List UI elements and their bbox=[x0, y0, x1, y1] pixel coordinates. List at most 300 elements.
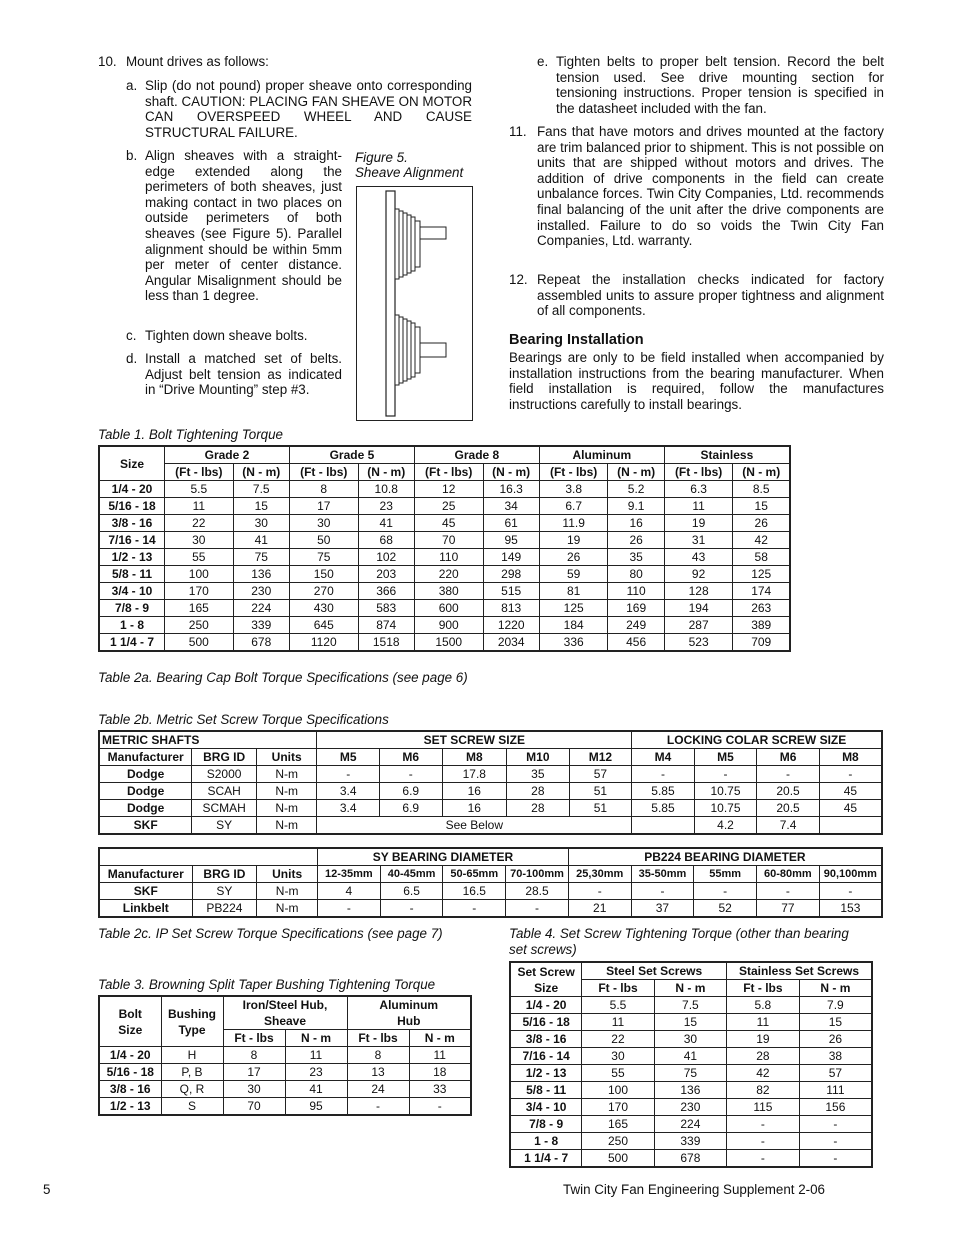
bolt-size-cell: 1 - 8 bbox=[99, 617, 165, 634]
t4-size-line2: Size bbox=[534, 980, 559, 995]
t3-sub: Ft - lbs bbox=[223, 1030, 285, 1047]
step-a-text: Slip (do not pound) proper sheave onto corresponding shaft. CAUTION: PLACING FAN SHEAVE ON MOTOR CAN OVERSPEED WHEEL AND CAUSE STRUCTURAL FAILURE. bbox=[145, 78, 472, 140]
table1-unit-header: (Ft - lbs) bbox=[414, 464, 483, 481]
metric-set-screw-table bbox=[98, 730, 883, 835]
sy-diameter-col-header: 12-35mm bbox=[317, 866, 380, 883]
torque-cell: 68 bbox=[358, 532, 414, 549]
t4-sub: N - m bbox=[654, 980, 726, 997]
torque-cell: 366 bbox=[358, 583, 414, 600]
torque-cell: 11 bbox=[285, 1047, 347, 1064]
pb-diameter-col-header: 35-50mm bbox=[631, 866, 694, 883]
torque-cell: 500 bbox=[582, 1150, 654, 1168]
table-row bbox=[99, 481, 790, 498]
torque-cell: 678 bbox=[233, 634, 289, 652]
units-cell: N-m bbox=[257, 900, 318, 918]
torque-cell: 34 bbox=[483, 498, 539, 515]
torque-cell: 43 bbox=[664, 549, 733, 566]
torque-cell: 30 bbox=[165, 532, 234, 549]
torque-cell: 156 bbox=[799, 1099, 872, 1116]
torque-cell: 59 bbox=[539, 566, 608, 583]
table1-group-header: Grade 2 bbox=[165, 446, 290, 464]
torque-cell: - bbox=[380, 900, 443, 918]
upper-sheave bbox=[395, 209, 446, 279]
bolt-header-line1: Bolt bbox=[118, 1006, 142, 1021]
torque-cell: 430 bbox=[289, 600, 358, 617]
torque-cell: 136 bbox=[654, 1082, 726, 1099]
screw-size-cell: 7/8 - 9 bbox=[510, 1116, 582, 1133]
table-row bbox=[99, 515, 790, 532]
torque-cell: 645 bbox=[289, 617, 358, 634]
torque-cell: 8 bbox=[289, 481, 358, 498]
torque-cell: 7.4 bbox=[757, 817, 820, 835]
step-d-text: Install a matched set of belts. Adjust belt tension as indicated in “Drive Mounting” step #3. bbox=[145, 351, 342, 398]
units-cell: N-m bbox=[256, 817, 317, 835]
torque-cell: 6.9 bbox=[379, 783, 442, 800]
torque-cell: 174 bbox=[733, 583, 790, 600]
screw-size-cell: 3/8 - 16 bbox=[510, 1031, 582, 1048]
set-screw-col-header: M10 bbox=[507, 749, 570, 766]
torque-cell: 11 bbox=[165, 498, 234, 515]
torque-cell: 20.5 bbox=[757, 800, 820, 817]
bearing-diameter-table bbox=[98, 847, 883, 918]
bolt-size-cell: 5/16 - 18 bbox=[99, 1064, 161, 1081]
torque-cell: - bbox=[819, 883, 882, 900]
torque-cell: 22 bbox=[165, 515, 234, 532]
torque-cell: 170 bbox=[582, 1099, 654, 1116]
table-row bbox=[510, 1150, 872, 1168]
torque-cell: 125 bbox=[539, 600, 608, 617]
table1-unit-header: (N - m) bbox=[733, 464, 790, 481]
table-row bbox=[99, 532, 790, 549]
table1-unit-header: (N - m) bbox=[608, 464, 664, 481]
torque-cell: 28 bbox=[507, 783, 570, 800]
table-row bbox=[99, 1098, 471, 1116]
torque-cell: - bbox=[727, 1133, 800, 1150]
table1-unit-header: (N - m) bbox=[358, 464, 414, 481]
torque-cell: 220 bbox=[414, 566, 483, 583]
torque-cell: 51 bbox=[569, 800, 632, 817]
torque-cell: 874 bbox=[358, 617, 414, 634]
bearing-installation-heading: Bearing Installation bbox=[509, 332, 644, 348]
torque-cell: 153 bbox=[819, 900, 882, 918]
torque-cell: 41 bbox=[285, 1081, 347, 1098]
sheave-alignment-figure bbox=[356, 186, 473, 421]
torque-cell: 26 bbox=[539, 549, 608, 566]
torque-cell: 95 bbox=[483, 532, 539, 549]
t3-sub: N - m bbox=[285, 1030, 347, 1047]
table1-group-header: Aluminum bbox=[539, 446, 664, 464]
table1-unit-header: (Ft - lbs) bbox=[664, 464, 733, 481]
screw-size-cell: 1 - 8 bbox=[510, 1133, 582, 1150]
torque-cell: 16.3 bbox=[483, 481, 539, 498]
t4-size-line1: Set Screw bbox=[517, 964, 575, 979]
torque-cell: 9.1 bbox=[608, 498, 664, 515]
torque-cell: 61 bbox=[483, 515, 539, 532]
torque-cell: - bbox=[799, 1116, 872, 1133]
table-row bbox=[510, 1014, 872, 1031]
torque-cell: 12 bbox=[414, 481, 483, 498]
pb-diameter-col-header: 55mm bbox=[694, 866, 757, 883]
bolt-size-cell: 1/2 - 13 bbox=[99, 1098, 161, 1116]
bolt-size-cell: 3/4 - 10 bbox=[99, 583, 165, 600]
step-a-label: a. bbox=[126, 78, 138, 93]
torque-cell: 50 bbox=[289, 532, 358, 549]
table-row bbox=[510, 1099, 872, 1116]
torque-cell: 30 bbox=[223, 1081, 285, 1098]
see-below-cell: See Below bbox=[317, 817, 632, 835]
page-number: 5 bbox=[43, 1182, 51, 1197]
table-row bbox=[99, 783, 882, 800]
torque-cell: 263 bbox=[733, 600, 790, 617]
torque-cell: 26 bbox=[733, 515, 790, 532]
set-screw-col-header: M12 bbox=[569, 749, 632, 766]
torque-cell: - bbox=[757, 766, 820, 783]
torque-cell: 45 bbox=[414, 515, 483, 532]
torque-cell: - bbox=[819, 766, 882, 783]
stainless-set-screws-header: Stainless Set Screws bbox=[727, 962, 872, 980]
manufacturer-cell: Dodge bbox=[99, 783, 192, 800]
table-row bbox=[99, 1064, 471, 1081]
torque-cell: 270 bbox=[289, 583, 358, 600]
set-screw-col-header: M5 bbox=[317, 749, 380, 766]
torque-cell: 35 bbox=[608, 549, 664, 566]
lock-screw-col-header: M5 bbox=[694, 749, 757, 766]
bushing-header-line1: Bushing bbox=[168, 1006, 216, 1021]
torque-cell: 26 bbox=[799, 1031, 872, 1048]
table-row bbox=[99, 883, 882, 900]
torque-cell: 339 bbox=[233, 617, 289, 634]
torque-cell: 45 bbox=[819, 783, 882, 800]
table-row bbox=[99, 549, 790, 566]
torque-cell: 230 bbox=[654, 1099, 726, 1116]
bolt-size-cell: 1/4 - 20 bbox=[99, 1047, 161, 1064]
torque-cell: 28.5 bbox=[506, 883, 569, 900]
torque-cell: 16.5 bbox=[443, 883, 506, 900]
torque-cell: 28 bbox=[507, 800, 570, 817]
bearing-installation-text: Bearings are only to be field installed when accompanied by installation instructions from the bearing manufacturer. When field installation is required, follow the manufactures instructions carefully to install bearings. bbox=[509, 350, 884, 412]
torque-cell: - bbox=[727, 1150, 800, 1168]
bolt-size-cell: 5/8 - 11 bbox=[99, 566, 165, 583]
torque-cell: 128 bbox=[664, 583, 733, 600]
torque-cell: 16 bbox=[608, 515, 664, 532]
torque-cell: - bbox=[317, 766, 380, 783]
torque-cell: 6.5 bbox=[380, 883, 443, 900]
table-row bbox=[510, 1133, 872, 1150]
torque-cell: 389 bbox=[733, 617, 790, 634]
table-row bbox=[99, 617, 790, 634]
torque-cell: 250 bbox=[165, 617, 234, 634]
torque-cell: 5.8 bbox=[727, 997, 800, 1014]
torque-cell: 22 bbox=[582, 1031, 654, 1048]
torque-cell: 19 bbox=[664, 515, 733, 532]
item-11-number: 11. bbox=[509, 124, 527, 139]
torque-cell: 15 bbox=[799, 1014, 872, 1031]
torque-cell bbox=[819, 817, 882, 835]
units-cell: N-m bbox=[257, 883, 318, 900]
torque-cell: 336 bbox=[539, 634, 608, 652]
t3-sub: N - m bbox=[409, 1030, 471, 1047]
torque-cell: 21 bbox=[568, 900, 631, 918]
bolt-size-header bbox=[99, 996, 161, 1047]
torque-cell: 4.2 bbox=[694, 817, 757, 835]
t4-sub: N - m bbox=[799, 980, 872, 997]
table-row bbox=[99, 566, 790, 583]
torque-cell: 500 bbox=[165, 634, 234, 652]
table-row bbox=[510, 1048, 872, 1065]
manufacturer-header: Manufacturer bbox=[99, 866, 192, 883]
table-row bbox=[99, 498, 790, 515]
torque-cell: 298 bbox=[483, 566, 539, 583]
torque-cell: 678 bbox=[654, 1150, 726, 1168]
torque-cell: 7.9 bbox=[799, 997, 872, 1014]
screw-size-cell: 1/4 - 20 bbox=[510, 997, 582, 1014]
brg-id-header: BRG ID bbox=[192, 749, 257, 766]
table1-unit-header: (Ft - lbs) bbox=[165, 464, 234, 481]
footer-title: Twin City Fan Engineering Supplement 2-06 bbox=[563, 1182, 826, 1197]
torque-cell: 19 bbox=[727, 1031, 800, 1048]
step-c-label: c. bbox=[126, 328, 137, 343]
torque-cell: 125 bbox=[733, 566, 790, 583]
bushing-torque-table bbox=[98, 995, 472, 1116]
torque-cell: 37 bbox=[631, 900, 694, 918]
torque-cell: 31 bbox=[664, 532, 733, 549]
brg-id-cell: SY bbox=[192, 883, 257, 900]
bolt-header-line2: Size bbox=[118, 1022, 143, 1037]
table4-caption-line1: Table 4. Set Screw Tightening Torque (other than bearing bbox=[509, 926, 849, 941]
screw-size-cell: 5/8 - 11 bbox=[510, 1082, 582, 1099]
torque-cell: 165 bbox=[582, 1116, 654, 1133]
units-cell: N-m bbox=[256, 766, 317, 783]
brg-id-cell: S2000 bbox=[192, 766, 257, 783]
torque-cell: 75 bbox=[654, 1065, 726, 1082]
torque-cell: 100 bbox=[165, 566, 234, 583]
torque-cell: 33 bbox=[409, 1081, 471, 1098]
table-row bbox=[99, 1047, 471, 1064]
table-row bbox=[510, 1082, 872, 1099]
torque-cell: 165 bbox=[165, 600, 234, 617]
lock-screw-col-header: M8 bbox=[819, 749, 882, 766]
t3-sub: Ft - lbs bbox=[347, 1030, 409, 1047]
pb-diameter-col-header: 90,100mm bbox=[819, 866, 882, 883]
torque-cell: 380 bbox=[414, 583, 483, 600]
bolt-tightening-torque-table bbox=[98, 445, 791, 652]
table-row bbox=[99, 600, 790, 617]
torque-cell: 110 bbox=[414, 549, 483, 566]
set-screw-col-header: M6 bbox=[379, 749, 442, 766]
torque-cell: 456 bbox=[608, 634, 664, 652]
table1-group-header: Grade 5 bbox=[289, 446, 414, 464]
set-screw-col-header: M8 bbox=[442, 749, 507, 766]
table-row bbox=[99, 634, 790, 652]
bolt-size-cell: 3/8 - 16 bbox=[99, 515, 165, 532]
torque-cell: 136 bbox=[233, 566, 289, 583]
torque-cell: 20.5 bbox=[757, 783, 820, 800]
torque-cell: 115 bbox=[727, 1099, 800, 1116]
metric-shafts-header: METRIC SHAFTS bbox=[99, 731, 317, 749]
upper-shaft bbox=[420, 227, 446, 239]
torque-cell: - bbox=[347, 1098, 409, 1116]
torque-cell: - bbox=[727, 1116, 800, 1133]
units-cell: N-m bbox=[256, 800, 317, 817]
step-b-label: b. bbox=[126, 148, 138, 163]
item-12-text: Repeat the installation checks indicated for factory assembled units to assure proper tightness and alignment of all components. bbox=[537, 272, 884, 319]
torque-cell: 18 bbox=[409, 1064, 471, 1081]
torque-cell: 11 bbox=[664, 498, 733, 515]
bolt-size-cell: 5/16 - 18 bbox=[99, 498, 165, 515]
torque-cell: 5.5 bbox=[582, 997, 654, 1014]
table-row bbox=[510, 1116, 872, 1133]
torque-cell: - bbox=[409, 1098, 471, 1116]
set-screw-size-header: SET SCREW SIZE bbox=[317, 731, 632, 749]
torque-cell: 3.8 bbox=[539, 481, 608, 498]
locking-colar-header: LOCKING COLAR SCREW SIZE bbox=[632, 731, 882, 749]
torque-cell: 339 bbox=[654, 1133, 726, 1150]
torque-cell: 5.2 bbox=[608, 481, 664, 498]
torque-cell: 102 bbox=[358, 549, 414, 566]
table-row bbox=[510, 1031, 872, 1048]
torque-cell: 55 bbox=[165, 549, 234, 566]
table-row bbox=[99, 800, 882, 817]
torque-cell: 95 bbox=[285, 1098, 347, 1116]
bolt-size-cell: 1/4 - 20 bbox=[99, 481, 165, 498]
torque-cell: 230 bbox=[233, 583, 289, 600]
bolt-size-cell: 1 1/4 - 7 bbox=[99, 634, 165, 652]
sy-diameter-col-header: 40-45mm bbox=[380, 866, 443, 883]
torque-cell: 100 bbox=[582, 1082, 654, 1099]
screw-size-cell: 5/16 - 18 bbox=[510, 1014, 582, 1031]
torque-cell: 1518 bbox=[358, 634, 414, 652]
table1-group-header: Stainless bbox=[664, 446, 790, 464]
manufacturer-cell: Linkbelt bbox=[99, 900, 192, 918]
bushing-header-line2: Type bbox=[178, 1022, 206, 1037]
table1-size-header: Size bbox=[99, 446, 165, 481]
table1-caption: Table 1. Bolt Tightening Torque bbox=[98, 427, 284, 442]
torque-cell: 149 bbox=[483, 549, 539, 566]
torque-cell: 4 bbox=[317, 883, 380, 900]
torque-cell: 77 bbox=[757, 900, 820, 918]
torque-cell: 11 bbox=[727, 1014, 800, 1031]
iron-steel-header bbox=[223, 996, 347, 1030]
torque-cell: 515 bbox=[483, 583, 539, 600]
table-row bbox=[99, 583, 790, 600]
torque-cell: 30 bbox=[654, 1031, 726, 1048]
torque-cell: 55 bbox=[582, 1065, 654, 1082]
torque-cell: 5.85 bbox=[632, 783, 695, 800]
units-header: Units bbox=[256, 749, 317, 766]
torque-cell: 23 bbox=[285, 1064, 347, 1081]
torque-cell: 75 bbox=[233, 549, 289, 566]
torque-cell: 813 bbox=[483, 600, 539, 617]
torque-cell: 15 bbox=[233, 498, 289, 515]
step-e-label: e. bbox=[537, 54, 549, 69]
torque-cell: 900 bbox=[414, 617, 483, 634]
iron-header-line1: Iron/Steel Hub, bbox=[242, 998, 328, 1012]
torque-cell: - bbox=[568, 883, 631, 900]
torque-cell: - bbox=[799, 1150, 872, 1168]
torque-cell: 16 bbox=[442, 800, 507, 817]
torque-cell: 194 bbox=[664, 600, 733, 617]
torque-cell bbox=[632, 817, 695, 835]
brg-id-header: BRG ID bbox=[192, 866, 257, 883]
torque-cell: 30 bbox=[289, 515, 358, 532]
lock-screw-col-header: M6 bbox=[757, 749, 820, 766]
manufacturer-cell: SKF bbox=[99, 883, 192, 900]
torque-cell: 30 bbox=[582, 1048, 654, 1065]
figure-caption-title: Sheave Alignment bbox=[355, 165, 464, 180]
torque-cell: 35 bbox=[507, 766, 570, 783]
torque-cell: S bbox=[161, 1098, 223, 1116]
blank-cell bbox=[99, 848, 317, 866]
torque-cell: 7.5 bbox=[233, 481, 289, 498]
torque-cell: 6.3 bbox=[664, 481, 733, 498]
torque-cell: 6.7 bbox=[539, 498, 608, 515]
torque-cell: Q, R bbox=[161, 1081, 223, 1098]
torque-cell: 8 bbox=[223, 1047, 285, 1064]
table-row bbox=[510, 1065, 872, 1082]
torque-cell: 111 bbox=[799, 1082, 872, 1099]
item-10-number: 10. bbox=[98, 54, 117, 69]
torque-cell: 45 bbox=[819, 800, 882, 817]
sheave-alignment-diagram bbox=[357, 187, 472, 420]
torque-cell: 11 bbox=[582, 1014, 654, 1031]
torque-cell: 224 bbox=[654, 1116, 726, 1133]
brg-id-cell: SY bbox=[192, 817, 257, 835]
torque-cell: 15 bbox=[654, 1014, 726, 1031]
sy-diameter-header: SY BEARING DIAMETER bbox=[317, 848, 568, 866]
torque-cell: 8.5 bbox=[733, 481, 790, 498]
torque-cell: 169 bbox=[608, 600, 664, 617]
table-row bbox=[510, 997, 872, 1014]
torque-cell: 7.5 bbox=[654, 997, 726, 1014]
torque-cell: 81 bbox=[539, 583, 608, 600]
steel-set-screws-header: Steel Set Screws bbox=[582, 962, 727, 980]
torque-cell: 42 bbox=[727, 1065, 800, 1082]
table3-caption: Table 3. Browning Split Taper Bushing Tightening Torque bbox=[98, 977, 436, 992]
item-10-text: Mount drives as follows: bbox=[126, 54, 269, 69]
torque-cell: P, B bbox=[161, 1064, 223, 1081]
step-b-text: Align sheaves with a straight-edge extended along the perimeters of both sheaves, just making contact in two places on outside perimeters of both sheaves (see Figure 5). Parallel alignment should be within 5mm per meter of center distance. Angular Misalignment should be less than 1 degree. bbox=[145, 148, 342, 304]
pb224-diameter-header: PB224 BEARING DIAMETER bbox=[568, 848, 882, 866]
torque-cell: 23 bbox=[358, 498, 414, 515]
torque-cell: 150 bbox=[289, 566, 358, 583]
torque-cell: 184 bbox=[539, 617, 608, 634]
torque-cell: 11 bbox=[409, 1047, 471, 1064]
torque-cell: - bbox=[506, 900, 569, 918]
pb-diameter-col-header: 25,30mm bbox=[568, 866, 631, 883]
table2c-caption: Table 2c. IP Set Screw Torque Specifications (see page 7) bbox=[98, 926, 443, 941]
torque-cell: 17.8 bbox=[442, 766, 507, 783]
torque-cell: 70 bbox=[223, 1098, 285, 1116]
table-row bbox=[99, 766, 882, 783]
table-row bbox=[99, 817, 882, 835]
table1-unit-header: (Ft - lbs) bbox=[539, 464, 608, 481]
units-header: Units bbox=[257, 866, 318, 883]
torque-cell: 26 bbox=[608, 532, 664, 549]
torque-cell: 38 bbox=[799, 1048, 872, 1065]
screw-size-cell: 1/2 - 13 bbox=[510, 1065, 582, 1082]
torque-cell: H bbox=[161, 1047, 223, 1064]
torque-cell: - bbox=[694, 883, 757, 900]
screw-size-cell: 7/16 - 14 bbox=[510, 1048, 582, 1065]
torque-cell: 224 bbox=[233, 600, 289, 617]
torque-cell: 30 bbox=[233, 515, 289, 532]
step-c-text: Tighten down sheave bolts. bbox=[145, 328, 308, 343]
torque-cell: 28 bbox=[727, 1048, 800, 1065]
t4-sub: Ft - lbs bbox=[582, 980, 654, 997]
torque-cell: 24 bbox=[347, 1081, 409, 1098]
alum-header-line1: Aluminum bbox=[379, 998, 439, 1012]
units-cell: N-m bbox=[256, 783, 317, 800]
